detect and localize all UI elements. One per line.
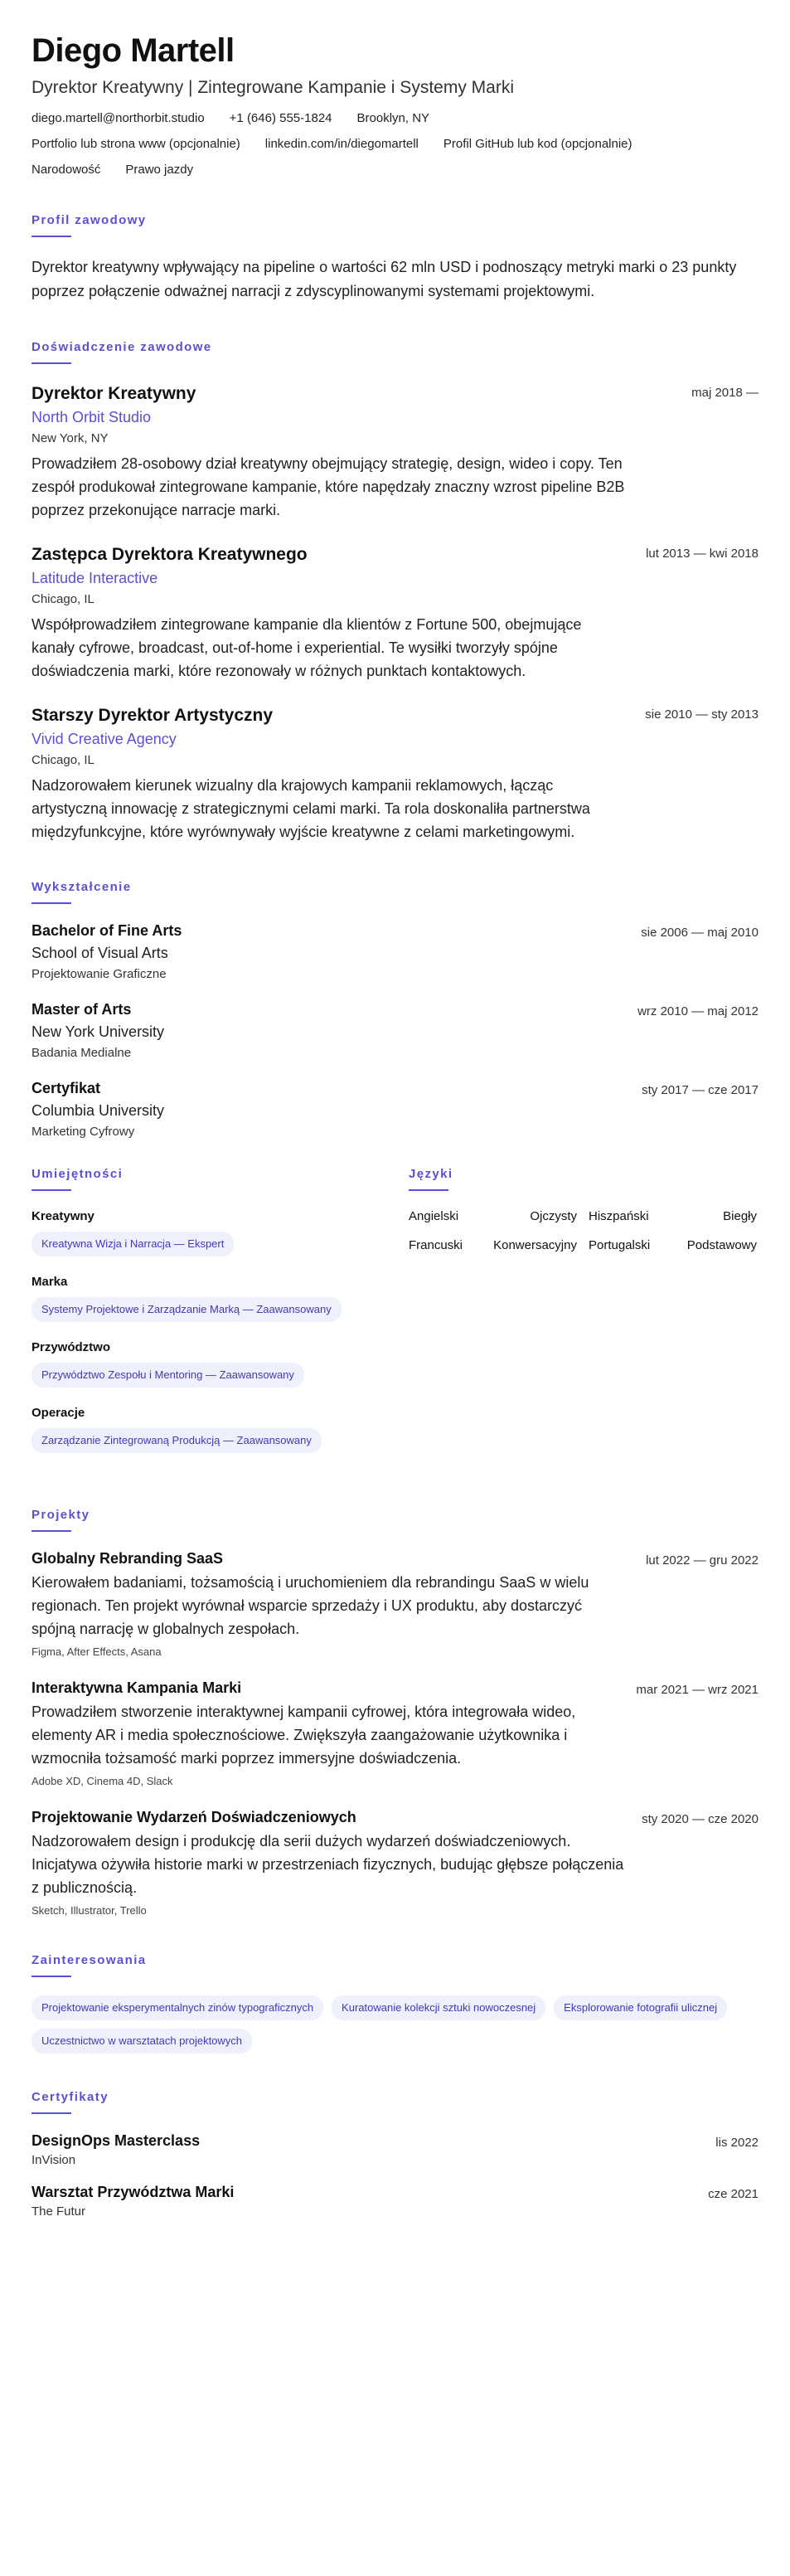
language-name: Portugalski bbox=[589, 1238, 651, 1252]
language-name: Hiszpański bbox=[589, 1209, 649, 1223]
resume-header bbox=[32, 32, 758, 177]
section-title: Języki bbox=[409, 1167, 453, 1181]
education-dates: sie 2006 — maj 2010 bbox=[641, 926, 758, 940]
contact-linkedin[interactable]: linkedin.com/in/diegomartell bbox=[264, 137, 419, 151]
section-title: Umiejętności bbox=[32, 1167, 124, 1181]
language-item bbox=[409, 1209, 577, 1223]
candidate-headline: Dyrektor Kreatywny | Zintegrowane Kampanie i Systemy Marki bbox=[32, 78, 514, 97]
experience-section bbox=[32, 340, 758, 843]
section-divider bbox=[32, 362, 71, 364]
job-title: Dyrektor Kreatywny bbox=[32, 384, 196, 403]
education-school: New York University bbox=[32, 1023, 165, 1040]
education-degree: Master of Arts bbox=[32, 1001, 132, 1018]
job-entry bbox=[32, 382, 758, 522]
job-description: Prowadziłem 28-osobowy dział kreatywny obejmujący strategię, design, wideo i copy. Ten zespół produkował zintegrowane kampanie, które napędzały znaczny wzrost pipeline B2B poprzez przekonujące narracje marki. bbox=[32, 455, 625, 518]
education-field: Badania Medialne bbox=[32, 1046, 132, 1060]
section-title: Zainteresowania bbox=[32, 1953, 147, 1967]
projects-section bbox=[32, 1508, 758, 1917]
job-entry bbox=[32, 704, 758, 843]
education-degree: Certyfikat bbox=[32, 1080, 101, 1096]
project-description: Nadzorowałem design i produkcję dla serii dużych wydarzeń doświadczeniowych. Inicjatywa ożywiła historie marki w przestrzeniach fizycznych, budując głębsze połączenia z publicznością. bbox=[32, 1833, 624, 1896]
education-field: Projektowanie Graficzne bbox=[32, 967, 167, 981]
skill-category: Operacje bbox=[32, 1406, 85, 1420]
interest-pill: Projektowanie eksperymentalnych zinów typograficznych bbox=[32, 1995, 323, 2020]
project-dates: sty 2020 — cze 2020 bbox=[642, 1812, 758, 1826]
project-tools: Figma, After Effects, Asana bbox=[32, 1645, 162, 1658]
section-divider bbox=[32, 1976, 71, 1977]
certificate-issuer: The Futur bbox=[32, 2204, 86, 2219]
skill-group bbox=[32, 1340, 376, 1388]
skill-category: Kreatywny bbox=[32, 1209, 95, 1223]
skill-group bbox=[32, 1275, 376, 1322]
education-entry bbox=[32, 1080, 758, 1139]
certificate-issuer: InVision bbox=[32, 2153, 76, 2167]
contact-github[interactable]: Profil GitHub lub kod (opcjonalnie) bbox=[443, 137, 632, 151]
section-divider bbox=[32, 2112, 71, 2114]
job-description: Współprowadziłem zintegrowane kampanie dla klientów z Fortune 500, obejmujące kanały cyfrowe, broadcast, out-of-home i experiential. Te wysiłki tworzyły spójne doświadczenia marki, które rezonowały w różnych punktach kontaktowych. bbox=[32, 616, 582, 679]
skill-pill: Przywództwo Zespołu i Mentoring — Zaawansowany bbox=[32, 1363, 304, 1388]
job-location: Chicago, IL bbox=[32, 753, 95, 767]
job-company[interactable]: North Orbit Studio bbox=[32, 409, 152, 425]
language-level: Ojczysty bbox=[530, 1209, 577, 1223]
contact-row-links bbox=[32, 137, 758, 151]
section-title: Certyfikaty bbox=[32, 2090, 109, 2104]
certificate-name: Warsztat Przywództwa Marki bbox=[32, 2184, 235, 2200]
languages-section bbox=[409, 1167, 757, 1471]
skill-category: Marka bbox=[32, 1275, 68, 1289]
project-description: Kierowałem badaniami, tożsamością i uruchomieniem dla rebrandingu SaaS w wielu regionach. Ten projekt wyrównał wsparcie sprzedaży i UX produktu, aby dostarczyć spójną narrację w globalnych zespołach. bbox=[32, 1574, 589, 1637]
language-level: Podstawowy bbox=[686, 1238, 757, 1252]
education-degree: Bachelor of Fine Arts bbox=[32, 922, 182, 939]
language-name: Francuski bbox=[409, 1238, 463, 1252]
project-name: Interaktywna Kampania Marki bbox=[32, 1679, 242, 1696]
section-divider bbox=[32, 902, 71, 904]
education-dates: wrz 2010 — maj 2012 bbox=[637, 1004, 758, 1018]
contact-nationality: Narodowość bbox=[32, 163, 101, 177]
summary-section bbox=[32, 213, 758, 304]
skill-category: Przywództwo bbox=[32, 1340, 111, 1354]
language-level: Biegły bbox=[723, 1209, 757, 1223]
project-description: Prowadziłem stworzenie interaktywnej kampanii cyfrowej, która integrowała wideo, elementy AR i media społecznościowe. Zwiększyła zaangażowanie użytkownika i wzmocniła tożsamość marki poprzez immersyjne doświadczenia. bbox=[32, 1704, 576, 1767]
certificate-date: lis 2022 bbox=[715, 2136, 758, 2150]
education-entry bbox=[32, 922, 758, 981]
contact-email[interactable]: diego.martell@northorbit.studio bbox=[32, 111, 205, 125]
certificate-date: cze 2021 bbox=[708, 2187, 758, 2201]
project-tools: Sketch, Illustrator, Trello bbox=[32, 1904, 147, 1917]
contact-license: Prawo jazdy bbox=[125, 163, 194, 177]
education-entry bbox=[32, 1001, 758, 1060]
section-divider bbox=[409, 1189, 448, 1191]
section-divider bbox=[32, 236, 71, 237]
job-company[interactable]: Vivid Creative Agency bbox=[32, 731, 177, 747]
interests-list bbox=[32, 1995, 758, 2054]
skill-pill: Systemy Projektowe i Zarządzanie Marką — Zaawansowany bbox=[32, 1297, 342, 1322]
language-item bbox=[589, 1238, 757, 1252]
contact-row-primary bbox=[32, 111, 758, 125]
job-entry bbox=[32, 543, 758, 683]
contact-row-extra bbox=[32, 163, 758, 177]
section-title: Projekty bbox=[32, 1508, 90, 1522]
project-entry bbox=[32, 1679, 758, 1787]
language-item bbox=[589, 1209, 757, 1223]
section-divider bbox=[32, 1530, 71, 1532]
summary-text: Dyrektor kreatywny wpływający na pipeline o wartości 62 mln USD i podnoszący metryki marki o 23 punkty poprzez połączenie odważnej narracji z zdyscyplinowanymi systemami projektowymi. bbox=[32, 259, 737, 299]
education-school: School of Visual Arts bbox=[32, 945, 168, 961]
language-level: Konwersacyjny bbox=[493, 1238, 577, 1252]
education-field: Marketing Cyfrowy bbox=[32, 1125, 135, 1139]
language-name: Angielski bbox=[409, 1209, 459, 1223]
job-dates: sie 2010 — sty 2013 bbox=[645, 707, 758, 722]
contact-phone[interactable]: +1 (646) 555-1824 bbox=[229, 111, 332, 125]
education-dates: sty 2017 — cze 2017 bbox=[642, 1083, 758, 1097]
job-dates: lut 2013 — kwi 2018 bbox=[646, 547, 758, 561]
interests-section bbox=[32, 1953, 758, 2054]
project-dates: mar 2021 — wrz 2021 bbox=[636, 1683, 758, 1697]
section-title: Profil zawodowy bbox=[32, 213, 147, 227]
certificate-entry bbox=[32, 2184, 758, 2219]
project-entry bbox=[32, 1809, 758, 1917]
job-company[interactable]: Latitude Interactive bbox=[32, 570, 158, 586]
project-name: Projektowanie Wydarzeń Doświadczeniowych bbox=[32, 1809, 356, 1825]
language-item bbox=[409, 1238, 577, 1252]
skill-pill: Zarządzanie Zintegrowaną Produkcją — Zaawansowany bbox=[32, 1428, 322, 1453]
skill-group bbox=[32, 1209, 376, 1256]
interest-pill: Kuratowanie kolekcji sztuki nowoczesnej bbox=[332, 1995, 545, 2020]
skill-group bbox=[32, 1406, 376, 1453]
section-divider bbox=[32, 1189, 71, 1191]
interest-pill: Uczestnictwo w warsztatach projektowych bbox=[32, 2029, 252, 2054]
project-tools: Adobe XD, Cinema 4D, Slack bbox=[32, 1775, 173, 1787]
project-entry bbox=[32, 1550, 758, 1658]
education-school: Columbia University bbox=[32, 1102, 165, 1119]
languages-grid bbox=[409, 1209, 757, 1252]
section-title: Wykształcenie bbox=[32, 880, 132, 894]
job-title: Starszy Dyrektor Artystyczny bbox=[32, 706, 274, 725]
certificates-section bbox=[32, 2090, 758, 2219]
job-title: Zastępca Dyrektora Kreatywnego bbox=[32, 545, 308, 564]
education-section bbox=[32, 880, 758, 1139]
certificate-entry bbox=[32, 2132, 758, 2167]
skill-pill: Kreatywna Wizja i Narracja — Ekspert bbox=[32, 1232, 234, 1256]
job-description: Nadzorowałem kierunek wizualny dla krajowych kampanii reklamowych, łącząc artystyczną innowację z strategicznymi celami marki. Ta rola doskonaliła partnerstwa międzyfunkcyjne, które wyrównywały wyjście kreatywne z celami marketingowymi. bbox=[32, 777, 590, 840]
skills-section bbox=[32, 1167, 376, 1471]
job-dates: maj 2018 — bbox=[691, 386, 758, 400]
contact-portfolio[interactable]: Portfolio lub strona www (opcjonalnie) bbox=[32, 137, 240, 151]
contact-location: Brooklyn, NY bbox=[356, 111, 430, 125]
project-dates: lut 2022 — gru 2022 bbox=[646, 1553, 758, 1567]
interest-pill: Eksplorowanie fotografii ulicznej bbox=[554, 1995, 727, 2020]
certificate-name: DesignOps Masterclass bbox=[32, 2132, 201, 2149]
job-location: Chicago, IL bbox=[32, 592, 95, 606]
skills-languages-row bbox=[32, 1167, 758, 1471]
project-name: Globalny Rebranding SaaS bbox=[32, 1550, 224, 1567]
candidate-name: Diego Martell bbox=[32, 32, 235, 69]
job-location: New York, NY bbox=[32, 431, 109, 445]
section-title: Doświadczenie zawodowe bbox=[32, 340, 212, 354]
